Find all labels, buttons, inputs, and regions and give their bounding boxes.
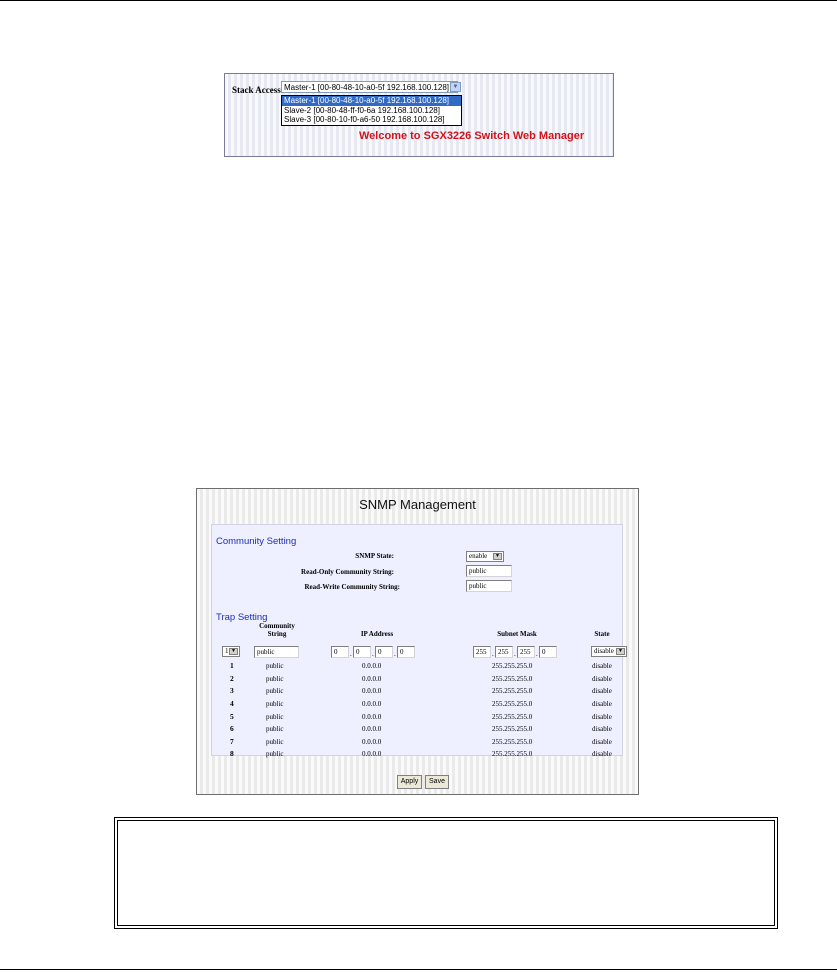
trap-index-select[interactable]	[222, 646, 240, 657]
stack-access-label: Stack Access	[232, 85, 281, 95]
row-community: public	[266, 687, 284, 695]
row-number: 7	[230, 737, 234, 746]
trap-ip-octet-3[interactable]: 0	[375, 646, 393, 658]
row-mask: 255.255.255.0	[492, 738, 533, 746]
row-state: disable	[592, 738, 612, 746]
snmp-state-label: SNMP State:	[355, 552, 394, 560]
snmp-panel	[211, 524, 623, 756]
row-community: public	[266, 675, 284, 683]
row-community: public	[266, 725, 284, 733]
trap-community-input[interactable]: public	[254, 646, 299, 658]
row-state: disable	[592, 662, 612, 670]
ip-dot: .	[394, 650, 396, 658]
row-community: public	[266, 750, 284, 758]
note-box	[114, 817, 778, 929]
mask-dot: .	[492, 650, 494, 658]
header-state: State	[594, 630, 610, 638]
chevron-down-icon: ▼	[229, 648, 238, 655]
row-ip: 0.0.0.0	[362, 675, 382, 683]
row-ip: 0.0.0.0	[362, 738, 382, 746]
chevron-down-icon[interactable]: ▼	[450, 82, 461, 92]
row-mask: 255.255.255.0	[492, 675, 533, 683]
row-mask: 255.255.255.0	[492, 700, 533, 708]
row-ip: 0.0.0.0	[362, 750, 382, 758]
read-only-community-input[interactable]: public	[466, 565, 512, 577]
trap-state-value: disable	[594, 647, 614, 655]
ip-dot: .	[350, 650, 352, 658]
chevron-down-icon: ▼	[493, 553, 502, 560]
row-community: public	[266, 738, 284, 746]
apply-button[interactable]: Apply	[397, 775, 422, 789]
ip-dot: .	[372, 650, 374, 658]
row-ip: 0.0.0.0	[362, 662, 382, 670]
save-button[interactable]: Save	[425, 775, 449, 789]
trap-ip-octet-1[interactable]: 0	[331, 646, 349, 658]
row-ip: 0.0.0.0	[362, 687, 382, 695]
stack-option-slave-3[interactable]: Slave-3 [00-80-10-f0-a6-50 192.168.100.128]	[284, 115, 445, 125]
mask-dot: .	[514, 650, 516, 658]
snmp-state-select[interactable]	[466, 551, 504, 562]
read-write-community-label: Read-Write Community String:	[304, 583, 400, 591]
note-box-inner	[117, 820, 775, 926]
row-state: disable	[592, 750, 612, 758]
top-rule	[0, 0, 837, 1]
row-mask: 255.255.255.0	[492, 750, 533, 758]
row-state: disable	[592, 713, 612, 721]
trap-mask-octet-4[interactable]: 0	[539, 646, 557, 658]
row-community: public	[266, 713, 284, 721]
row-number: 6	[230, 724, 234, 733]
trap-ip-octet-4[interactable]: 0	[397, 646, 415, 658]
row-ip: 0.0.0.0	[362, 725, 382, 733]
row-mask: 255.255.255.0	[492, 725, 533, 733]
trap-mask-octet-2[interactable]: 255	[495, 646, 513, 658]
trap-ip-octet-2[interactable]: 0	[353, 646, 371, 658]
header-subnet-mask: Subnet Mask	[497, 630, 537, 638]
row-state: disable	[592, 675, 612, 683]
row-state: disable	[592, 687, 612, 695]
header-community-string: Community String	[259, 622, 295, 638]
row-mask: 255.255.255.0	[492, 713, 533, 721]
trap-state-select[interactable]	[591, 646, 627, 657]
row-state: disable	[592, 725, 612, 733]
stack-option-master-1[interactable]: Master-1 [00-80-48-10-a0-5f 192.168.100.128]	[282, 96, 461, 106]
mask-dot: .	[536, 650, 538, 658]
row-state: disable	[592, 700, 612, 708]
read-only-community-label: Read-Only Community String:	[301, 568, 394, 576]
bottom-rule	[0, 969, 837, 970]
trap-index-value: 1	[225, 647, 229, 655]
row-number: 3	[230, 686, 234, 695]
row-ip: 0.0.0.0	[362, 700, 382, 708]
read-write-community-input[interactable]: public	[466, 580, 512, 592]
trap-mask-octet-3[interactable]: 255	[517, 646, 535, 658]
community-setting-heading: Community Setting	[216, 536, 297, 547]
row-number: 2	[230, 674, 234, 683]
chevron-down-icon: ▼	[616, 648, 625, 655]
header-ip-address: IP Address	[360, 630, 394, 638]
row-number: 4	[230, 699, 234, 708]
row-number: 8	[230, 749, 234, 758]
row-mask: 255.255.255.0	[492, 662, 533, 670]
row-community: public	[266, 700, 284, 708]
stack-access-options	[281, 95, 462, 126]
page-title: SNMP Management	[359, 497, 476, 512]
trap-setting-heading: Trap Setting	[216, 612, 268, 623]
stack-option-slave-2[interactable]: Slave-2 [00-80-48-ff-f0-6a 192.168.100.128]	[284, 105, 440, 115]
trap-mask-octet-1[interactable]: 255	[473, 646, 491, 658]
snmp-state-value: enable	[469, 552, 488, 560]
welcome-banner: Welcome to SGX3226 Switch Web Manager	[359, 130, 585, 142]
row-mask: 255.255.255.0	[492, 687, 533, 695]
row-community: public	[266, 662, 284, 670]
row-number: 1	[230, 661, 234, 670]
row-ip: 0.0.0.0	[362, 713, 382, 721]
snmp-management-screenshot	[196, 488, 639, 795]
stack-access-screenshot	[224, 73, 614, 157]
row-number: 5	[230, 712, 234, 721]
stack-access-select[interactable]: Master-1 [00-80-48-10-a0-5f 192.168.100.128]	[281, 81, 458, 93]
